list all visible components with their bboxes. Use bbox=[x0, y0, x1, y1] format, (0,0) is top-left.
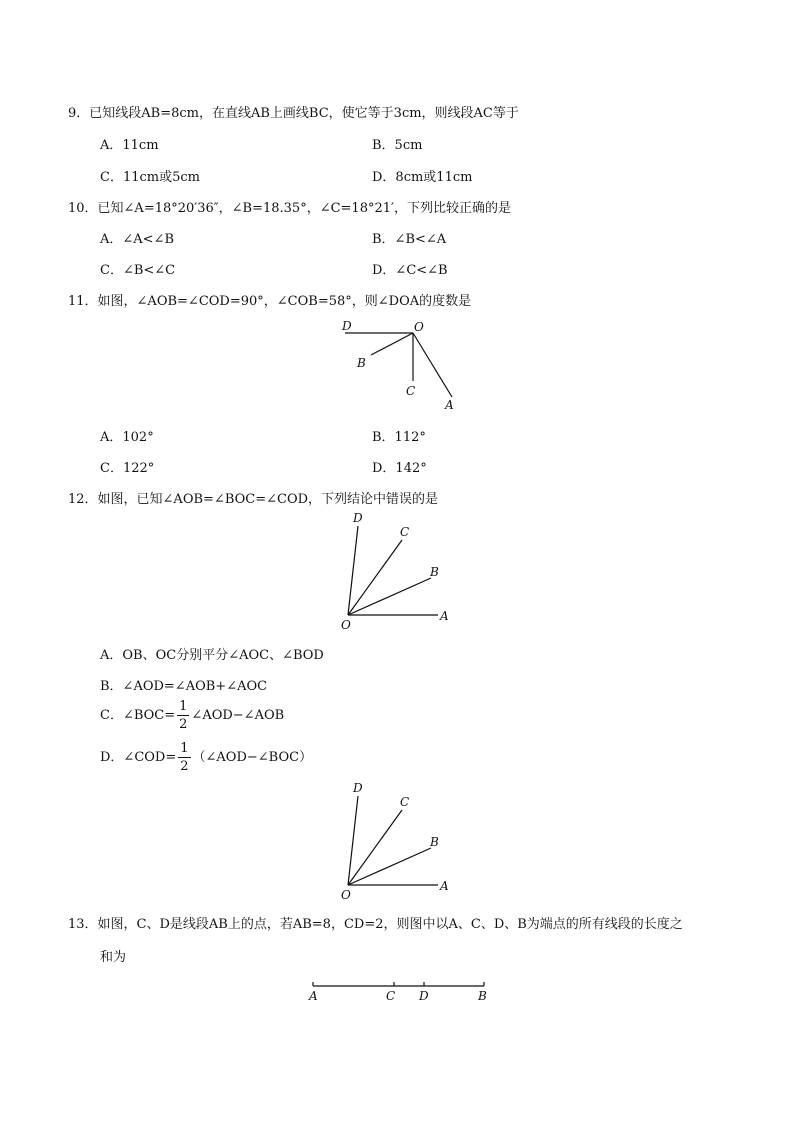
q11-label-b: B bbox=[357, 356, 366, 370]
q13-label-c: C bbox=[386, 989, 396, 1003]
question-10-stem: 10．已知∠A=18°20′36″，∠B=18.35°，∠C=18°21′，下列比较正确的是 bbox=[68, 201, 511, 216]
fraction-one-half: $\frac{1}{2}$ bbox=[180, 741, 189, 774]
q12b-label-o: O bbox=[341, 888, 351, 902]
q13-figure bbox=[300, 975, 500, 1010]
q13-label-d: D bbox=[419, 989, 429, 1003]
q11-figure bbox=[330, 315, 470, 415]
q12b-ray-oc bbox=[348, 810, 402, 885]
q9-option-d[interactable]: D．8cm或11cm bbox=[372, 170, 473, 185]
question-12-stem: 12．如图，已知∠AOB=∠BOC=∠COD，下列结论中错误的是 bbox=[68, 492, 439, 507]
question-13-stem-line-2: 和为 bbox=[100, 950, 127, 965]
q12a-label-b: B bbox=[430, 565, 439, 579]
q10-option-d[interactable]: D．∠C<∠B bbox=[372, 263, 448, 278]
q10-option-b[interactable]: B．∠B<∠A bbox=[372, 232, 447, 247]
q12-option-d[interactable] bbox=[100, 742, 312, 773]
q12-option-b[interactable]: B．∠AOD=∠AOB+∠AOC bbox=[100, 679, 268, 694]
q11-option-c[interactable]: C．122° bbox=[100, 461, 155, 476]
question-13-stem-line-1: 13．如图，C、D是线段AB上的点，若AB=8，CD=2，则图中以A、C、D、B为端点的所有线段的长度之 bbox=[68, 917, 683, 932]
q12a-ray-od bbox=[348, 526, 358, 615]
q11-label-c: C bbox=[406, 384, 416, 398]
q12a-label-o: O bbox=[341, 618, 351, 632]
q12-figure-1 bbox=[335, 508, 465, 633]
q10-option-a[interactable]: A．∠A<∠B bbox=[100, 232, 175, 247]
fraction-one-half: $\frac{1}{2}$ bbox=[179, 699, 188, 732]
q13-label-a: A bbox=[309, 989, 318, 1003]
q10-option-c[interactable]: C．∠B<∠C bbox=[100, 263, 176, 278]
q12b-label-b: B bbox=[430, 835, 439, 849]
q12-figure-2 bbox=[335, 778, 465, 903]
q12b-label-d: D bbox=[353, 781, 363, 795]
q12b-ray-ob bbox=[348, 848, 431, 885]
q12a-label-c: C bbox=[400, 525, 410, 539]
q11-label-d: D bbox=[342, 319, 352, 333]
q12b-label-a: A bbox=[440, 879, 449, 893]
q11-option-a[interactable]: A．102° bbox=[100, 430, 154, 445]
q9-option-c[interactable]: C．11cm或5cm bbox=[100, 170, 200, 185]
q12-option-c-suffix: ∠AOD−∠AOB bbox=[191, 708, 285, 723]
q11-label-o: O bbox=[414, 320, 424, 334]
q12a-label-d: D bbox=[353, 511, 363, 525]
q11-option-b[interactable]: B．112° bbox=[372, 430, 426, 445]
q9-option-b[interactable]: B．5cm bbox=[372, 138, 423, 153]
q12a-ray-ob bbox=[348, 578, 431, 615]
q12-option-c[interactable] bbox=[100, 700, 284, 731]
q11-label-a: A bbox=[445, 398, 454, 412]
q12b-ray-od bbox=[348, 796, 358, 885]
q13-label-b: B bbox=[478, 989, 487, 1003]
question-11-stem: 11．如图，∠AOB=∠COD=90°，∠COB=58°，则∠DOA的度数是 bbox=[68, 294, 472, 309]
q9-option-a[interactable]: A．11cm bbox=[100, 138, 159, 153]
q12-option-d-prefix: D．∠COD= bbox=[100, 750, 177, 765]
q12a-label-a: A bbox=[440, 609, 449, 623]
q12b-label-c: C bbox=[400, 795, 410, 809]
q12-option-c-prefix: C．∠BOC= bbox=[100, 708, 176, 723]
question-9-stem: 9．已知线段AB=8cm，在直线AB上画线BC，使它等于3cm，则线段AC等于 bbox=[68, 106, 519, 121]
q11-ray-oa bbox=[413, 333, 452, 397]
q12a-ray-oc bbox=[348, 540, 402, 615]
q11-option-d[interactable]: D．142° bbox=[372, 461, 427, 476]
q12-option-d-suffix: （∠AOD−∠BOC） bbox=[192, 750, 313, 765]
q11-ray-ob bbox=[371, 333, 413, 355]
q12-option-a[interactable]: A．OB、OC分别平分∠AOC、∠BOD bbox=[100, 648, 324, 663]
